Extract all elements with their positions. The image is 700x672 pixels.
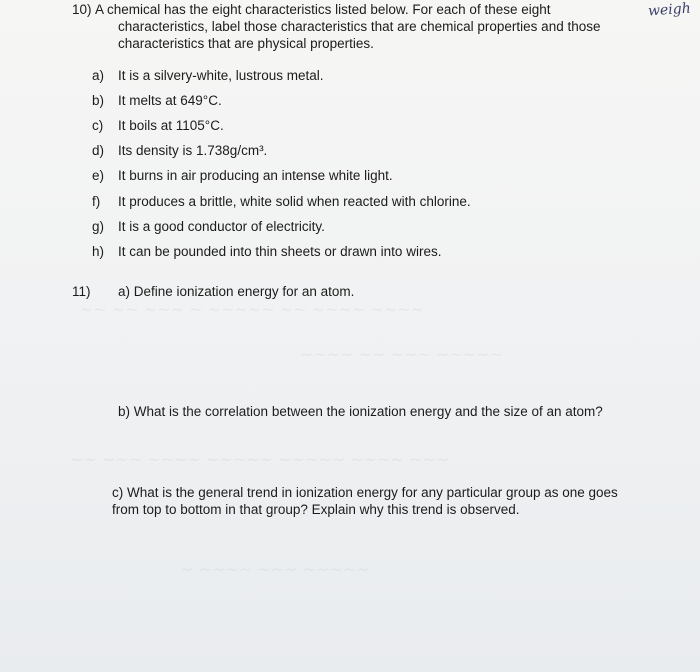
item-text: Its density is 1.738g/cm³. xyxy=(118,143,268,158)
item-text: It is a good conductor of electricity. xyxy=(118,219,325,234)
question-11-part-b: b) What is the correlation between the ionization energy and the size of an atom? xyxy=(118,404,603,419)
item-letter: h) xyxy=(92,244,105,259)
bleed-through-text: ~~ ~~~ ~~~~ ~~~~~ ~~~~~ ~~~~ ~~~ xyxy=(70,450,450,469)
question-11-part-c-line-2: from top to bottom in that group? Explain why this trend is observed. xyxy=(112,502,520,517)
question-11-number: 11) xyxy=(72,284,91,299)
item-text: It can be pounded into thin sheets or drawn into wires. xyxy=(118,244,442,259)
question-11-part-c-line-1: c) What is the general trend in ionization energy for any particular group as one goes xyxy=(112,485,618,500)
item-text: It melts at 649°C. xyxy=(118,93,222,108)
item-letter: g) xyxy=(92,219,105,234)
question-10-prompt-line-2: characteristics, label those characteristics that are chemical properties and those xyxy=(118,19,601,34)
item-text: It boils at 1105°C. xyxy=(118,118,224,133)
bleed-through-text: ~ ~~~~ ~~~ ~~~~~ xyxy=(180,560,370,579)
question-10-prompt-line-1: A chemical has the eight characteristics listed below. For each of these eight xyxy=(95,2,551,17)
handwritten-margin-note: weigh xyxy=(647,0,692,20)
item-letter: c) xyxy=(92,118,104,133)
item-letter: a) xyxy=(92,68,105,83)
item-text: It is a silvery-white, lustrous metal. xyxy=(118,68,324,83)
question-11-part-a: a) Define ionization energy for an atom. xyxy=(118,284,355,299)
item-letter: f) xyxy=(92,194,101,209)
bleed-through-text: ~~ ~~ ~~~ ~ ~~~~~ ~~ ~~~~ ~~~~ xyxy=(80,300,424,319)
item-letter: e) xyxy=(92,168,105,183)
question-10-number: 10) xyxy=(72,2,92,17)
item-letter: b) xyxy=(92,93,105,108)
item-text: It produces a brittle, white solid when reacted with chlorine. xyxy=(118,194,471,209)
item-text: It burns in air producing an intense white light. xyxy=(118,168,393,183)
question-10-prompt-line-3: characteristics that are physical properties. xyxy=(118,36,374,51)
item-letter: d) xyxy=(92,143,105,158)
bleed-through-text: ~~~~ ~~ ~~~ ~~~~~ xyxy=(300,345,503,364)
